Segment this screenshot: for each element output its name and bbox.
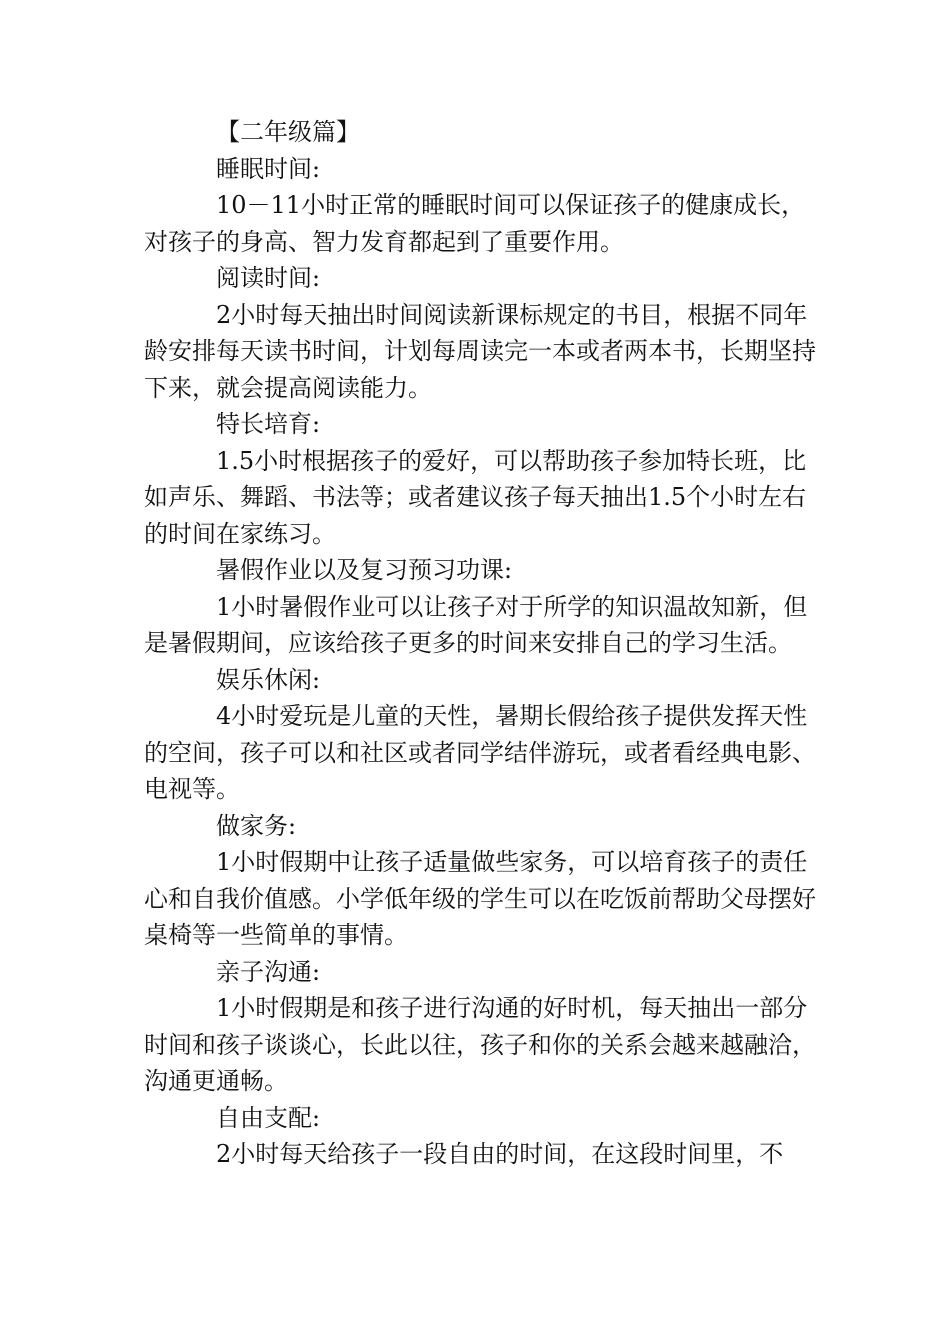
paragraph-homework-review: 1小时暑假作业可以让孩子对于所学的知识温故知新，但是暑假期间，应该给孩子更多的时间来安排自己的学习生活。 — [144, 592, 808, 657]
subheading-homework-review: 暑假作业以及复习预习功课: — [216, 556, 513, 584]
subheading-housework: 做家务: — [216, 811, 297, 840]
subheading-free-time: 自由支配: — [216, 1103, 321, 1132]
subheading-talent-training: 特长培育: — [216, 410, 321, 438]
paragraph-housework: 1小时假期中让孩子适量做些家务，可以培育孩子的责任心和自我价值感。小学低年级的学生可以在吃饭前帮助父母摆好桌椅等一些简单的事情。 — [144, 848, 816, 949]
section-title: 【二年级篇】 — [216, 118, 360, 146]
subheading-parent-child: 亲子沟通: — [216, 957, 321, 986]
paragraph-parent-child: 1小时假期是和孩子进行沟通的好时机，每天抽出一部分时间和孩子谈谈心，长此以往，孩子和你的关系会越来越融洽，沟通更通畅。 — [144, 994, 816, 1095]
paragraph-sleep-time: 10－11小时正常的睡眠时间可以保证孩子的健康成长，对孩子的身高、智力发育都起到了重要作用。 — [144, 191, 806, 256]
paragraph-reading-time: 2小时每天抽出时间阅读新课标规定的书目，根据不同年龄安排每天读书时间，计划每周读完一本或者两本书，长期坚持下来，就会提高阅读能力。 — [144, 300, 816, 402]
subheading-sleep-time: 睡眠时间: — [216, 154, 321, 183]
paragraph-free-time: 2小时每天给孩子一段自由的时间，在这段时间里，不 — [216, 1140, 784, 1168]
subheading-entertainment: 娱乐休闲: — [216, 665, 321, 694]
subheading-reading-time: 阅读时间: — [216, 264, 321, 292]
paragraph-talent-training: 1.5小时根据孩子的爱好，可以帮助孩子参加特长班，比如声乐、舞蹈、书法等；或者建议孩子每天抽出1.5个小时左右的时间在家练习。 — [144, 446, 807, 548]
paragraph-entertainment: 4小时爱玩是儿童的天性，暑期长假给孩子提供发挥天性的空间，孩子可以和社区或者同学结伴游玩，或者看经典电影、电视等。 — [144, 702, 816, 803]
document-body — [144, 114, 816, 1173]
